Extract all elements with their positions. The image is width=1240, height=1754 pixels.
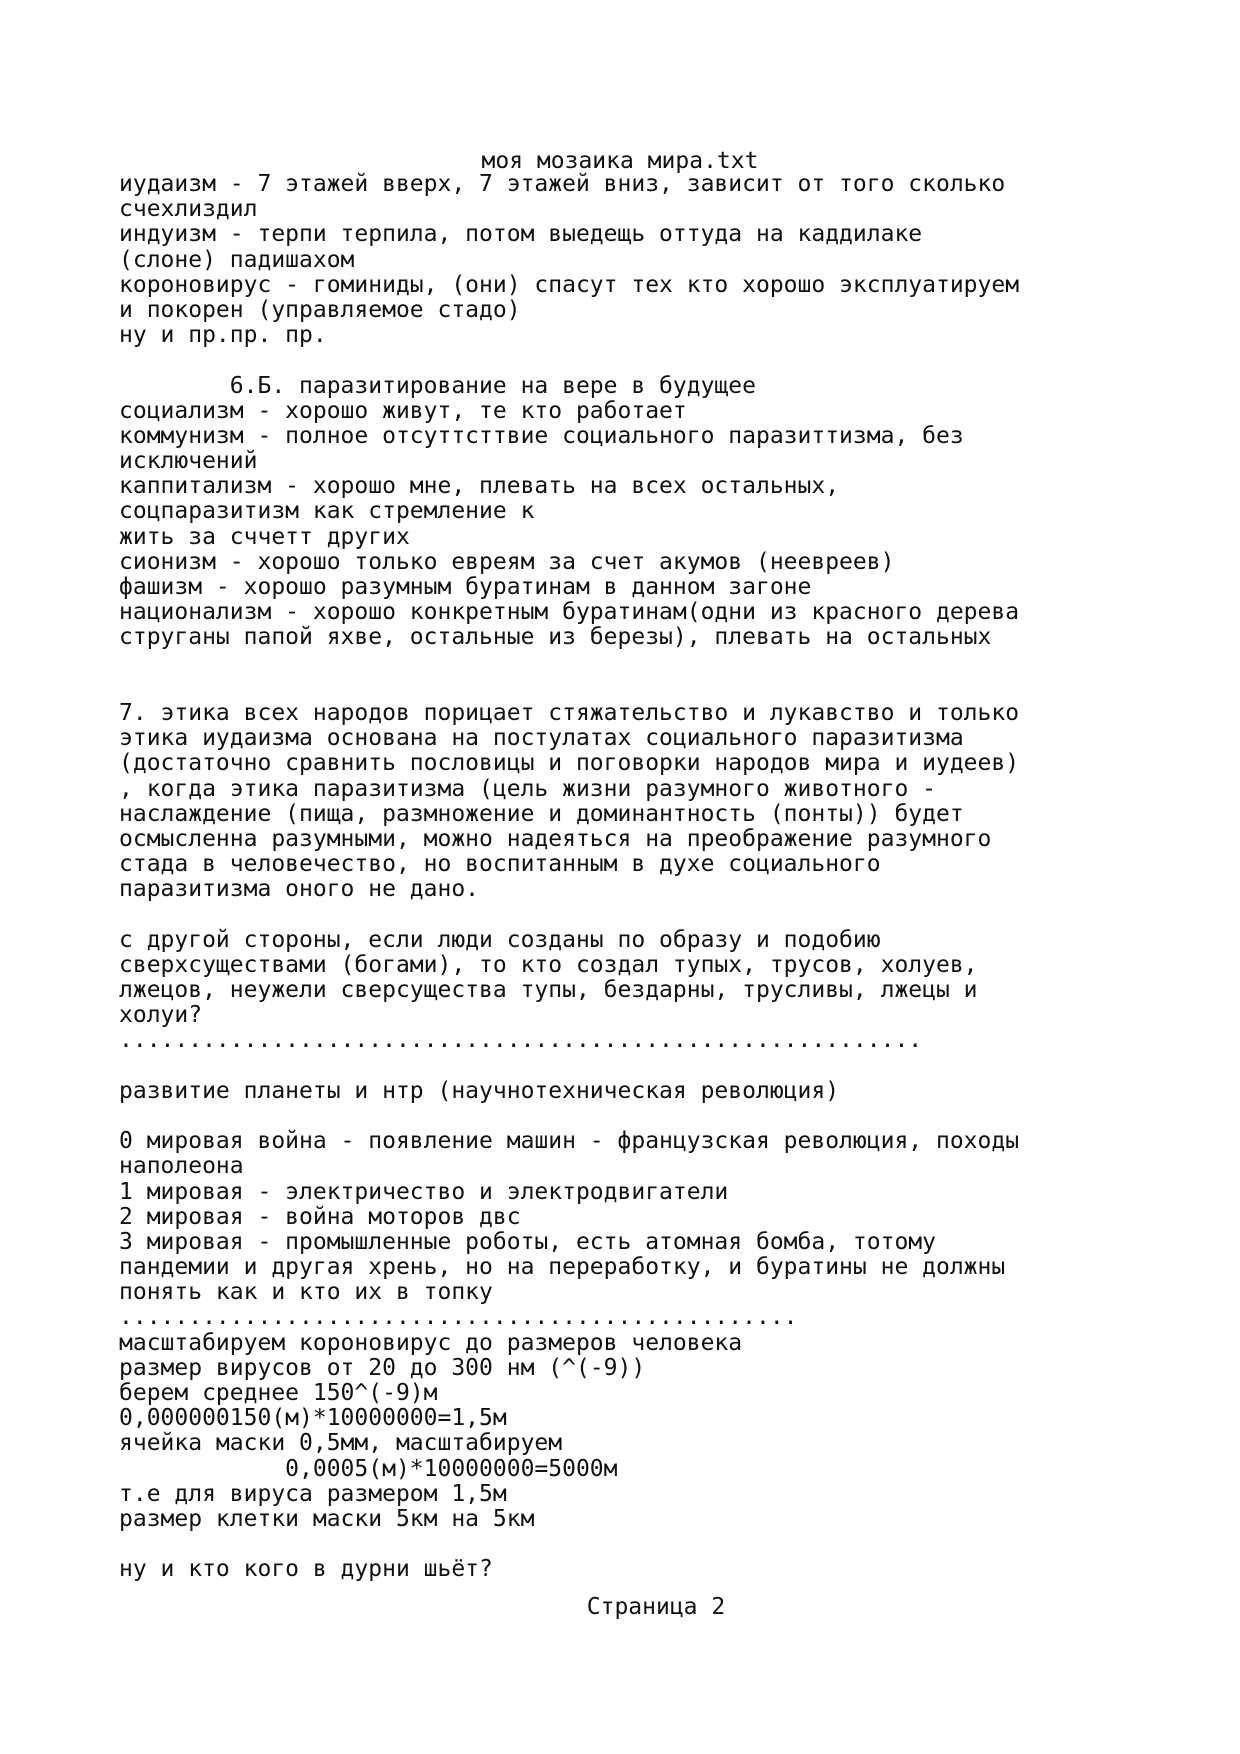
text-line: 6.Б. паразитирование на вере в будущее [119,372,756,399]
text-line [119,1054,1019,1079]
text-line: счехлиздил [119,196,258,223]
text-line: наполеона [119,1153,244,1180]
text-line: 1 мировая - электричество и электродвигатели [119,1178,729,1205]
text-line: каппитализм - хорошо мне, плевать на всех остальных, [119,473,840,500]
text-line: 2 мировая - война моторов двс [119,1203,521,1230]
text-line: сионизм - хорошо только евреям за счет акумов (неевреев) [119,548,895,575]
text-line: 3 мировая - промышленные роботы, есть атомная бомба, тотому [119,1228,936,1255]
text-line [119,348,1019,373]
text-line: ну и пр.пр. пр. [119,322,327,349]
text-line: наслаждение (пища, размножение и доминантность (понты)) будет [119,800,964,827]
text-line [119,902,1019,927]
text-line [119,1532,1019,1557]
text-line: пандемии и другая хрень, но на переработку, и буратины не должны [119,1254,1006,1281]
text-line: понять как и кто их в топку [119,1279,493,1306]
text-line: и покорен (управляемое стадо) [119,296,521,323]
text-line: исключений [119,448,258,475]
text-line: струганы папой яхве, остальные из березы), плевать на остальных [119,624,992,651]
text-line: берем среднее 150^(-9)м [119,1380,438,1406]
text-line: социализм - хорошо живут, те кто работает [119,397,687,424]
text-line [119,676,1019,701]
text-line: т.е для вируса размером 1,5м [119,1480,507,1507]
text-line: коммунизм - полное отсуттсттвие социального паразиттизма, без [119,422,964,449]
text-line: 0,0005(м)*10000000=5000м [119,1455,618,1482]
text-line: осмысленна разумными, можно надеяться на преображение разумного [119,825,992,852]
text-line: размер вирусов от 20 до 300 нм (^(-9)) [119,1354,646,1381]
text-line: холуи? [119,1002,203,1029]
text-line: стада в человечество, но воспитанным в духе социального [119,851,881,878]
text-line: фашизм - хорошо разумным буратинам в данном загоне [119,574,812,600]
text-line: ................................................. [119,1304,798,1331]
text-line: (слоне) падишахом [119,246,355,273]
text-line: (достаточно сравнить пословицы и поговорки народов мира и иудеев) [119,750,1020,777]
text-line: ячейка маски 0,5мм, масштабируем [119,1430,563,1457]
text-line: 0 мировая война - появление машин - французская революция, походы [119,1128,1020,1155]
text-line: , когда этика паразитизма (цель жизни разумного животного - [119,775,936,802]
text-line: лжецов, неужели сверсущества тупы, бездарны, трусливы, лжецы и [119,977,978,1003]
text-line: иудаизм - 7 этажей вверх, 7 этажей вниз, зависит от того сколько [119,171,1006,197]
document-body [119,172,1019,1583]
text-line: 0,000000150(м)*10000000=1,5м [119,1405,507,1432]
text-line: с другой стороны, если люди созданы по образу и подобию [119,926,881,953]
text-line: масштабируем короновирус до размеров человека [119,1329,743,1356]
text-line: короновирус - гоминиды, (они) спасут тех кто хорошо эксплуатируем [119,271,1020,298]
text-line [119,651,1019,676]
text-line: паразитизма оного не дано. [119,876,480,903]
text-line: национализм - хорошо конкретным буратинам(одни из красного дерева [119,599,1020,626]
text-line: сверхсуществами (богами), то кто создал тупых, трусов, холуев, [119,951,978,978]
text-line: 7. этика всех народов порицает стяжательство и лукавство и только [119,699,1020,726]
text-line: .......................................................... [119,1027,923,1054]
text-line [119,1104,1019,1129]
document-title: моя мозаика мира.txt [481,148,759,174]
text-line: размер клетки маски 5км на 5км [119,1505,535,1532]
text-line: жить за сччетт других [119,523,410,550]
text-line: ну и кто кого в дурни шьёт? [119,1556,493,1583]
text-line: индуизм - терпи терпила, потом выедещь оттуда на каддилаке [119,221,923,248]
text-line: соцпаразитизм как стремление к [119,498,535,525]
text-line: развитие планеты и нтр (научнотехническая революция) [119,1077,840,1104]
page-number: Страница 2 [586,1594,726,1620]
text-line: этика иудаизма основана на постулатах социального паразитизма [119,725,964,752]
